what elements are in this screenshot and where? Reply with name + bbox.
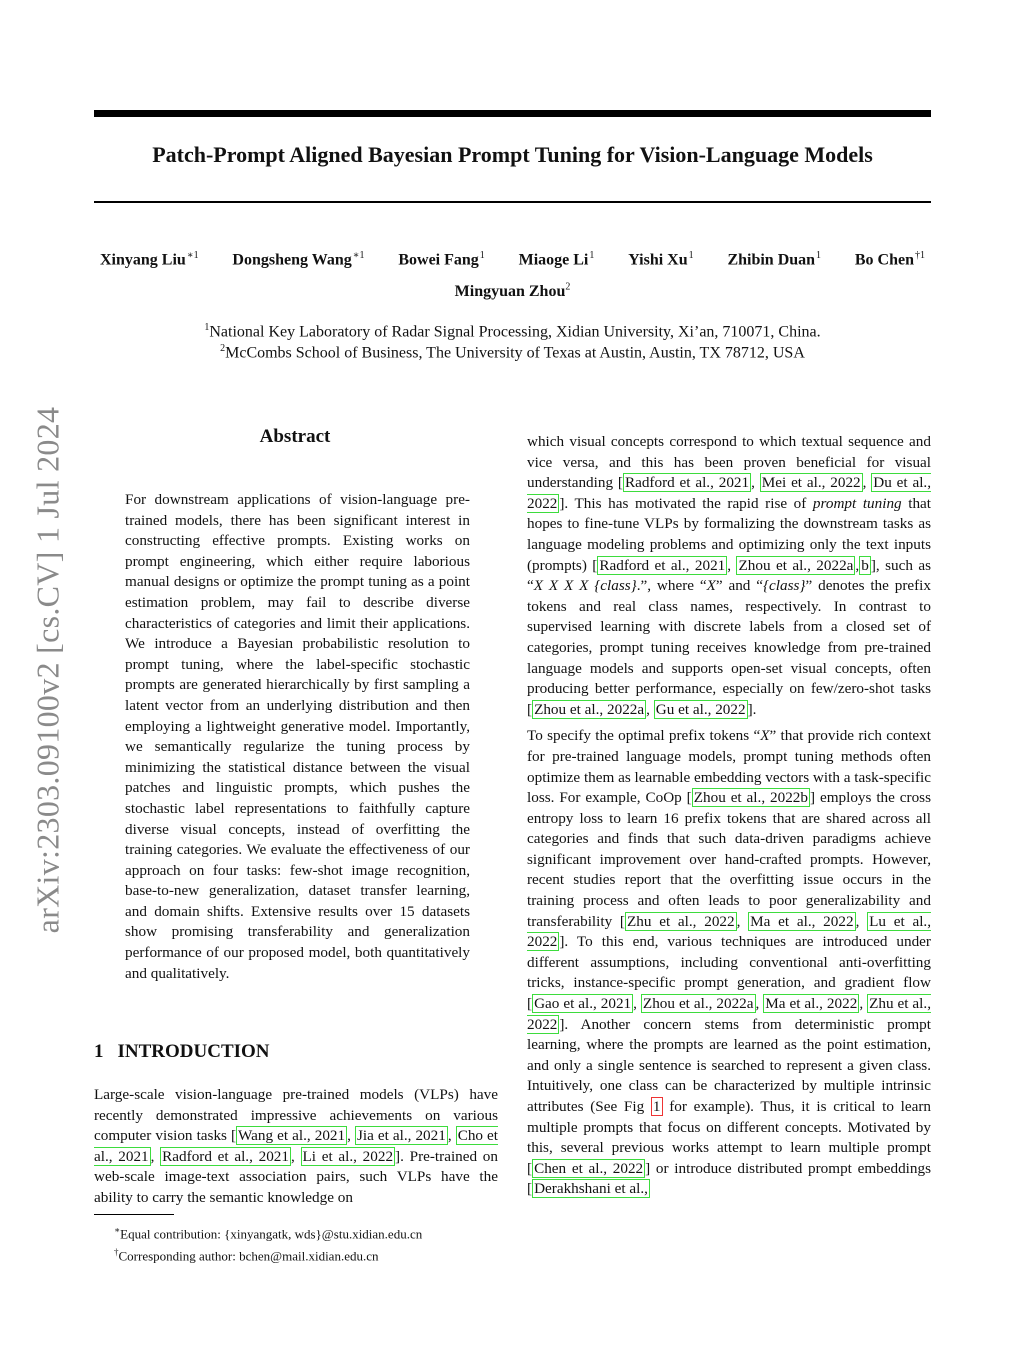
- citation-link[interactable]: Radford et al., 2021: [624, 474, 750, 492]
- citation-link[interactable]: Derakhshani et al.,: [534, 1180, 648, 1198]
- intro-paragraph: To specify the optimal prefix tokens “X” that provide rich context for pre-trained language models, prompt tuning methods often optimize them as learnable embedding vectors with a task-specific loss. For example, CoOp [ Zhou et al., 2022b ] employs the cross entropy loss to learn 16 prefix tokens that are shared across all categories and finds that such data-driven paradigms achieve significant improvement over hand-crafted prompts. However, recent studies report that the overfitting issue occurs in the training process and often leads to poor generalizability and transferability [ Zhu et al., 2022 , Ma et al., 2022 , Lu et al., 2022 ]. To this end, various techniques are introduced under different assumptions, including conventional anti-overfitting tricks, instance-specific prompt generation, and gradient flow [ Gao et al., 2021 , Zhou et al., 2022a , Ma et al., 2022 , Zhu et al., 2022 ]. Another concern stems from deterministic prompt learning, where the prompts are learned as the point estimation, and only a single sentence is searched to represent a given class. Intuitively, one class can be characterized by multiple intrinsic attributes (See Fig 1 for example). Thus, it is critical to learn multiple prompts that focus on different concepts. Motivated by this, several previous works attempt to learn multiple prompt [ Chen et al., 2022 ] or introduce distributed prompt embeddings [ Derakhshani et al.,: [527, 727, 932, 1198]
- citation-link[interactable]: Li et al., 2022: [302, 1147, 394, 1165]
- author: Bowei Fang$^1$: [398, 250, 485, 269]
- citation-link[interactable]: Jia et al., 2021: [356, 1127, 446, 1145]
- author-list: [94, 250, 931, 269]
- citation-link[interactable]: Gao et al., 2021: [534, 995, 632, 1013]
- title-top-rule: [94, 110, 931, 117]
- citation-link[interactable]: Zhou et al., 2022a: [738, 556, 854, 574]
- arxiv-id-text: arXiv:2303.09100v2 [cs.CV] 1 Jul 2024: [29, 406, 66, 934]
- citation-link[interactable]: Ma et al., 2022: [750, 912, 854, 930]
- citation-link[interactable]: Zhu et al., 2022: [527, 995, 931, 1033]
- citation-link[interactable]: Zhu et al., 2022: [627, 912, 735, 930]
- title-bottom-rule: [94, 201, 931, 203]
- author: Mingyuan Zhou$^2$: [454, 282, 571, 301]
- citation-link[interactable]: Chen et al., 2022: [534, 1159, 644, 1177]
- citation-link[interactable]: Ma et al., 2022: [765, 995, 858, 1013]
- intro-paragraph: which visual concepts correspond to which textual sequence and vice versa, and this has been proven beneficial for visual understanding [ Radford et al., 2021 , Mei et al., 2022 , Du et al., 2022 ]. This has motivated the rapid rise of prompt tuning that hopes to fine-tune VLPs by formalizing the downstream tasks as language modeling problems and optimizing only the text inputs (prompts) [ Radford et al., 2021 , Zhou et al., 2022a , b ], such as “X X X X {class}.”, where “X” and “{class}” denotes the prefix tokens and real class names, respectively. In contrast to supervised learning with discrete labels from a closed set of categories, prompt tuning receives knowledge from pre-trained language models and supports open-set visual concepts, often producing better performance, especially on few/zero-shot tasks [ Zhou et al., 2022a , Gu et al., 2022 ].: [527, 433, 932, 718]
- citation-link[interactable]: b: [861, 556, 869, 574]
- citation-link[interactable]: Zhou et al., 2022b: [693, 789, 808, 807]
- citation-link[interactable]: Du et al., 2022: [527, 474, 932, 512]
- citation-link[interactable]: Lu et al., 2022: [527, 912, 932, 951]
- author: Xinyang Liu$^{∗1}$: [100, 250, 199, 269]
- author: Bo Chen$^{\dagger 1}$: [854, 250, 925, 269]
- footnote: ∗Equal contribution: {xinyangatk, wds}@stu.xidian.edu.cn: [114, 1225, 423, 1242]
- citation-link[interactable]: Mei et al., 2022: [761, 474, 861, 492]
- intro-paragraph: Large-scale vision-language pre-trained models (VLPs) have recently demonstrated impressive achievements on various computer vision tasks [ Wang et al., 2021 , Jia et al., 2021 , Cho et al., 2021 , Radford et al., 2021 , Li et al., 2022 ]. Pre-trained on web-scale image-text association pairs, such VLPs have the ability to carry the semantic knowledge on: [94, 1086, 499, 1206]
- author: Yishi Xu$^1$: [628, 250, 694, 269]
- citation-link[interactable]: Radford et al., 2021: [599, 556, 726, 574]
- footnote: †Corresponding author: bchen@mail.xidian.edu.cn: [114, 1247, 379, 1264]
- citation-link[interactable]: Radford et al., 2021: [162, 1147, 289, 1165]
- footnote-rule: [94, 1214, 174, 1215]
- citation-link[interactable]: Wang et al., 2021: [238, 1127, 346, 1145]
- author: Miaoge Li$^1$: [518, 250, 595, 269]
- affiliation: $^1$National Key Laboratory of Radar Signal Processing, Xidian University, Xi’an, 710071, China.: [204, 322, 821, 341]
- author: Zhibin Duan$^1$: [727, 250, 822, 269]
- citation-link[interactable]: Zhou et al., 2022a: [534, 700, 645, 718]
- author-list-line-2: [94, 282, 931, 301]
- footnotes: [114, 1221, 514, 1266]
- abstract-text: For downstream applications of vision-language pre-trained models, there has been significant interest in constructing effective prompts. Existing works on prompt engineering, which either require laborious manual designs or optimize the prompt tuning as a point estimation problem, may fail to describe diverse characteristics of categories and limit their applications. We introduce a Bayesian probabilistic resolution to prompt tuning, where the label-specific stochastic prompts are generated hierarchically by first sampling a latent vector from an underlying distribution and then employing a lightweight generative model. Importantly, we semantically regularize the tuning process by minimizing the statistical distance between the visual patches and linguistic prompts, which pushes the stochastic label representations to faithfully capture diverse visual concepts, instead of overfitting the training categories. We evaluate the effectiveness of our approach on four tasks: few-shot image recognition, base-to-new generalization, dataset transfer learning, and domain shifts. Extensive results over 15 datasets show promising transferability and generalization performance of our proposed model, both quantitatively and qualitatively.: [125, 491, 470, 982]
- right-column: [527, 432, 931, 1200]
- abstract-heading: Abstract: [259, 426, 331, 447]
- affiliation: $^2$McCombs School of Business, The University of Texas at Austin, Austin, TX 78712, USA: [220, 343, 805, 362]
- citation-link[interactable]: Cho et al., 2021: [94, 1127, 499, 1165]
- citation-link[interactable]: Gu et al., 2022: [655, 700, 746, 718]
- figure-reference-link[interactable]: 1: [652, 1098, 661, 1115]
- citation-link[interactable]: Zhou et al., 2022a: [642, 995, 754, 1013]
- section-heading: 1 INTRODUCTION: [94, 1041, 270, 1062]
- paper-title: Patch-Prompt Aligned Bayesian Prompt Tuning for Vision-Language Models: [152, 142, 873, 167]
- author: Dongsheng Wang$^{∗1}$: [232, 250, 365, 269]
